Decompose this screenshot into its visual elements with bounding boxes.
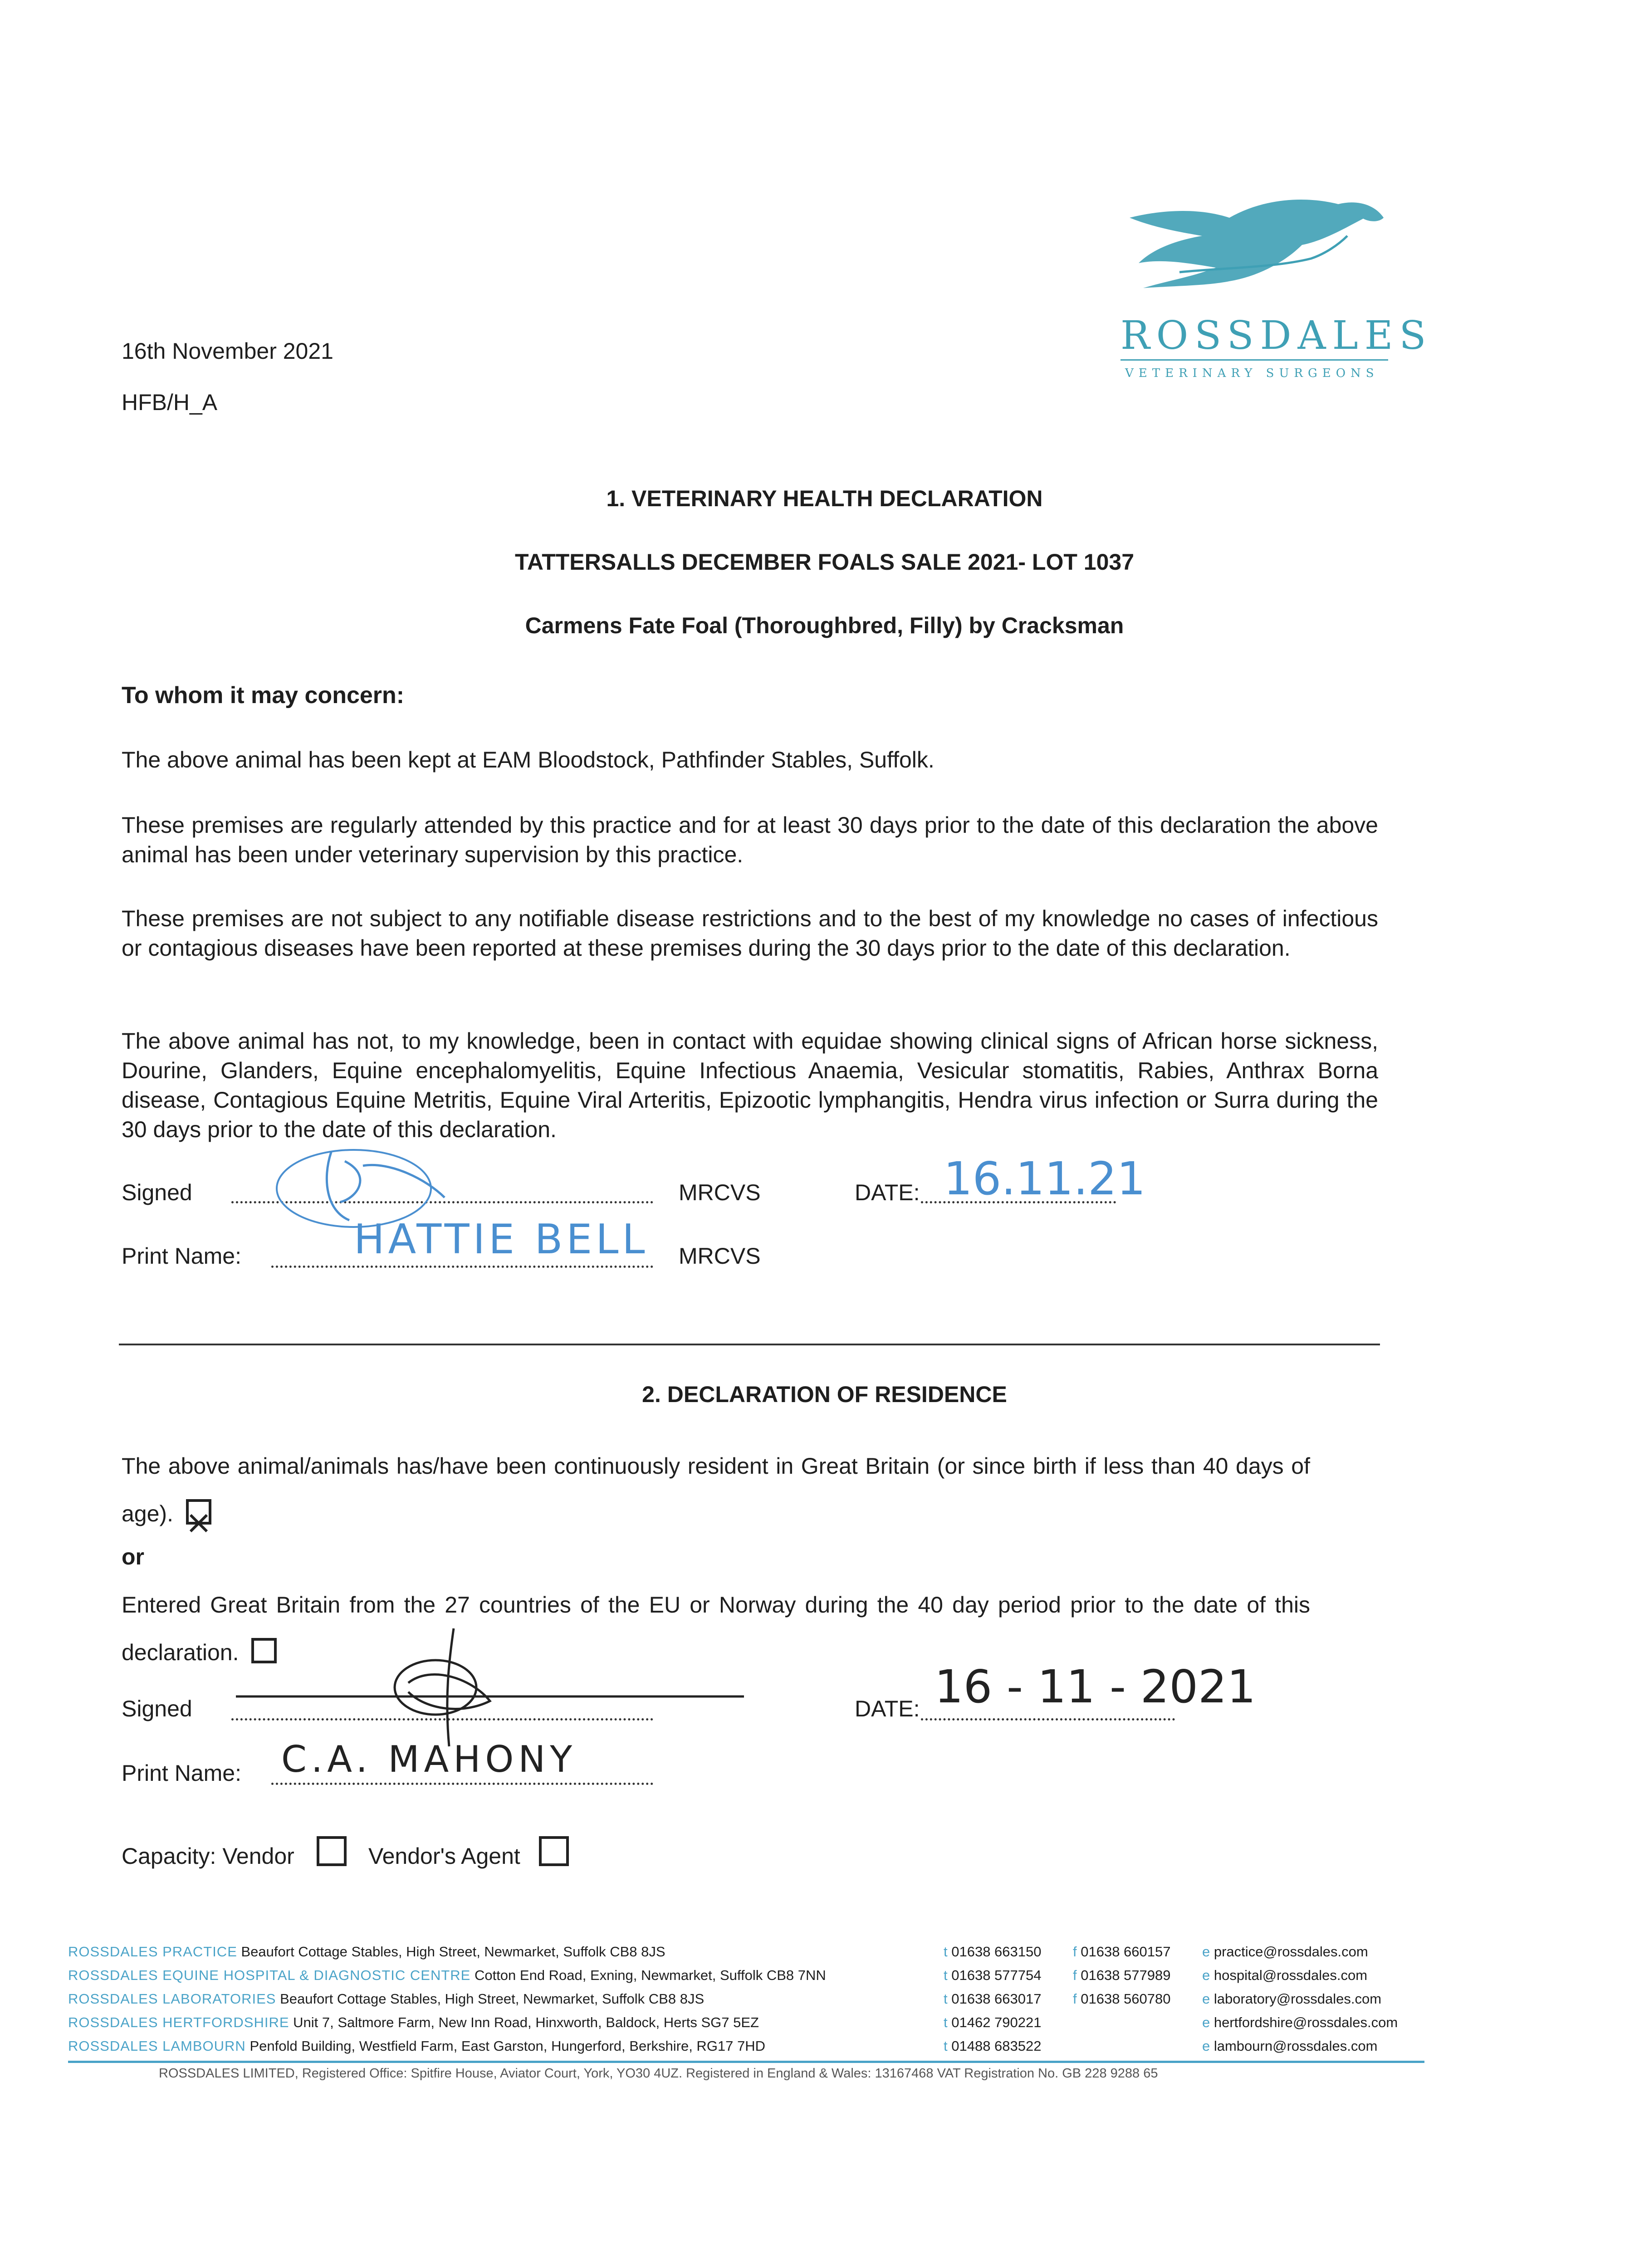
checkmark-x-icon: [189, 1513, 209, 1533]
email-laboratory[interactable]: laboratory@rossdales.com: [1214, 1991, 1382, 2007]
rossdales-logo: [1111, 191, 1433, 386]
residence-option-1: The above animal/animals has/have been continuously resident in Great Britain (or since birth if less than 40 days of age).: [122, 1442, 1310, 1538]
paragraph-restrictions: These premises are not subject to any notifiable disease restrictions and to the best of my knowledge no cases of infectious or contagious diseases have been reported at these premises during the 30 days prior to the date of this declaration.: [122, 906, 1378, 961]
vendor-checkbox[interactable]: [317, 1836, 347, 1866]
fax-practice: 01638 660157: [1081, 1944, 1171, 1960]
tel-lambourn: 01488 683522: [951, 2038, 1042, 2054]
tel-hospital: 01638 577754: [951, 1967, 1042, 1983]
print-name-label-2: Print Name:: [122, 1760, 241, 1786]
print-name-line: [271, 1266, 653, 1268]
residence-option-2: Entered Great Britain from the 27 countries of the EU or Norway during the 40 day period prior to the date of this declaration.: [122, 1592, 1310, 1665]
mrcvs-label: MRCVS: [679, 1180, 761, 1205]
fax-hospital: 01638 577989: [1081, 1967, 1171, 1983]
section1-heading: 1. VETERINARY HEALTH DECLARATION: [606, 486, 1043, 511]
print-name-label: Print Name:: [122, 1243, 241, 1269]
footer-row: ROSSDALES PRACTICE Beaufort Cottage Stables, High Street, Newmarket, Suffolk CB8 8JS: [68, 1944, 665, 1960]
tel-practice: 01638 663150: [951, 1944, 1042, 1960]
date-label-2: DATE:: [855, 1696, 920, 1721]
brand-name: ROSSDALES: [1121, 313, 1433, 358]
vendor-date: 16 - 11 - 2021: [935, 1660, 1256, 1713]
email-hospital[interactable]: hospital@rossdales.com: [1214, 1967, 1368, 1983]
vendor-agent-checkbox[interactable]: [539, 1836, 569, 1866]
footer-row: ROSSDALES LABORATORIES Beaufort Cottage Stables, High Street, Newmarket, Suffolk CB8 8JS: [68, 1991, 705, 2007]
footer-row: ROSSDALES EQUINE HOSPITAL & DIAGNOSTIC CENTRE Cotton End Road, Exning, Newmarket, Suffolk CB8 7NN: [68, 1967, 826, 1983]
mrcvs-label-2: MRCVS: [679, 1243, 761, 1269]
email-lambourn[interactable]: lambourn@rossdales.com: [1214, 2038, 1378, 2054]
capacity-vendor-label: Capacity: Vendor: [122, 1843, 294, 1869]
signed-label-2: Signed: [122, 1696, 192, 1721]
date-line-2: [921, 1718, 1175, 1721]
vendor-printed-name: C.A. MAHONY: [281, 1738, 577, 1780]
vendor-agent-label: Vendor's Agent: [368, 1843, 520, 1869]
tel-hertfordshire: 01462 790221: [951, 2014, 1042, 2030]
section2-heading: 2. DECLARATION OF RESIDENCE: [642, 1382, 1007, 1407]
tel-laboratory: 01638 663017: [951, 1991, 1042, 2007]
brand-tagline: VETERINARY SURGEONS: [1125, 367, 1379, 380]
email-hertfordshire[interactable]: hertfordshire@rossdales.com: [1214, 2014, 1398, 2030]
email-practice[interactable]: practice@rossdales.com: [1214, 1944, 1368, 1960]
signed-label: Signed: [122, 1180, 192, 1205]
section-divider: [119, 1344, 1380, 1345]
horse-logo-icon: [1111, 191, 1393, 308]
footer-row: ROSSDALES LAMBOURN Penfold Building, Westfield Farm, East Garston, Hungerford, Berkshire, RG17 7HD: [68, 2038, 766, 2054]
letter-reference: HFB/H_A: [122, 390, 218, 415]
date-label: DATE:: [855, 1180, 920, 1205]
paragraph-kept-at: The above animal has been kept at EAM Bloodstock, Pathfinder Stables, Suffolk.: [122, 747, 935, 772]
sale-title: TATTERSALLS DECEMBER FOALS SALE 2021- LOT 1037: [514, 549, 1134, 575]
vet-printed-name: HATTIE BELL: [354, 1216, 649, 1263]
letter-date: 16th November 2021: [122, 338, 333, 364]
option1-checkbox[interactable]: [186, 1499, 211, 1525]
vendor-signature: [236, 1624, 780, 1751]
or-label: or: [122, 1544, 144, 1569]
vet-date: 16.11.21: [944, 1152, 1146, 1205]
print-name-line-2: [271, 1783, 653, 1785]
salutation: To whom it may concern:: [122, 682, 405, 709]
animal-title: Carmens Fate Foal (Thoroughbred, Filly) by Cracksman: [525, 613, 1124, 638]
fax-laboratory: 01638 560780: [1081, 1991, 1171, 2007]
registered-office: ROSSDALES LIMITED, Registered Office: Spitfire House, Aviator Court, York, YO30 4UZ. Registered in England & Wales: 13167468 VAT Registration No. GB 228 9288 65: [159, 2066, 1158, 2081]
paragraph-supervision: These premises are regularly attended by this practice and for at least 30 days prior to the date of this declaration the above animal has been under veterinary supervision by this practice.: [122, 812, 1378, 867]
paragraph-diseases: The above animal has not, to my knowledge, been in contact with equidae showing clinical signs of African horse sickness, Dourine, Glanders, Equine encephalomyelitis, Equine Infectious Anaemia, Vesicular stomatitis, Rabies, Anthrax Borna disease, Contagious Equine Metritis, Equine Viral Arteritis, Epizootic lymphangitis, Hendra virus infection or Surra during the 30 days prior to the date of this declaration.: [122, 1028, 1378, 1142]
footer-row: ROSSDALES HERTFORDSHIRE Unit 7, Saltmore Farm, New Inn Road, Hinxworth, Baldock, Herts SG7 5EZ: [68, 2014, 759, 2030]
